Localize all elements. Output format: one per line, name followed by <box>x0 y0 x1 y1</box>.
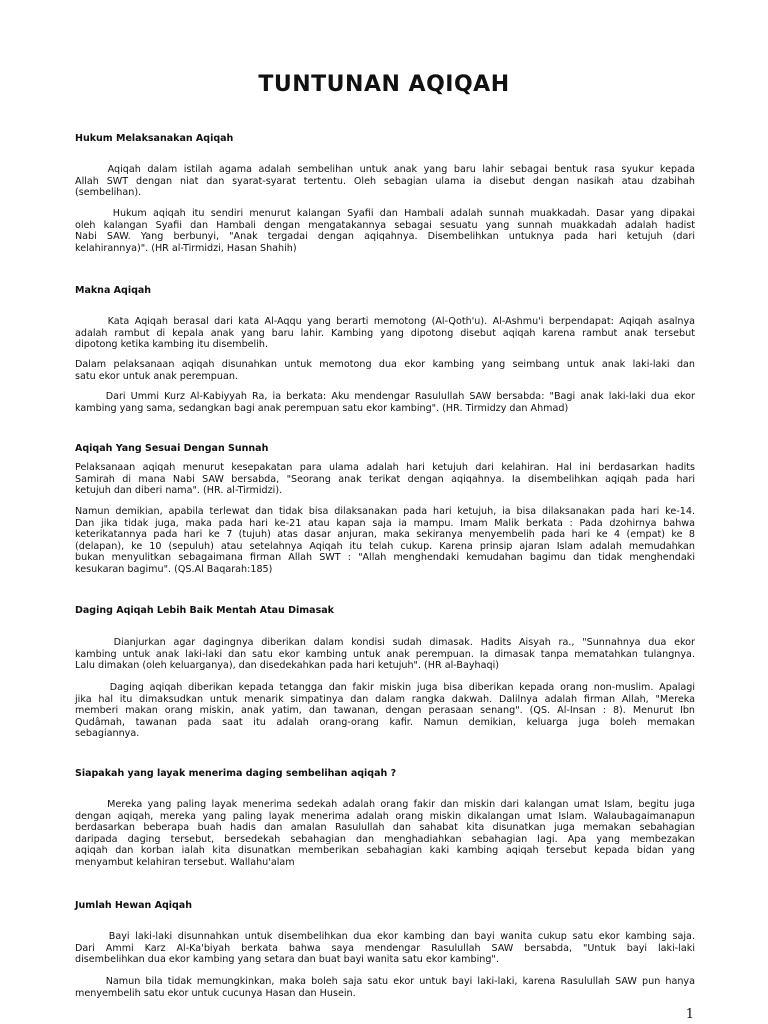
text-line: Dari Ummi Kurz Al-Kabiyyah Ra, ia berkata: Aku mendengar Rasulullah SAW bersabda: "Bagi anak laki-laki dua ekor <box>75 391 695 402</box>
text-line: kesukaran bagimu". (QS.Al Baqarah:185) <box>75 563 273 575</box>
text-line: adalah rambut di kepala anak yang baru lahir. Kambing yang dipotong disebut aqiqah karena rambut anak tersebut <box>75 327 695 339</box>
text-line: Nabi SAW. Yang berbunyi, "Anak tergadai dengan aqiqahnya. Disembelihkan untuknya pada hari ketujuh (dari <box>75 231 695 242</box>
text-line: menyembelih satu ekor untuk cucunya Hasan dan Husein. <box>75 987 356 999</box>
text-line: keterikatannya pada hari ke 7 (tujuh) atas dasar anjuran, maka sekiranya menyembelih pada hari ke 4 (empat) ke 8 <box>75 529 695 540</box>
paragraph <box>75 316 695 351</box>
paragraph <box>75 506 695 575</box>
paragraph <box>75 637 695 672</box>
text-line: Namun bila tidak memungkinkan, maka boleh saja satu ekor untuk bayi laki-laki, karena Rasulullah SAW pun hanya <box>75 976 695 987</box>
section-heading-sunnah: Aqiqah Yang Sesuai Dengan Sunnah <box>75 443 269 454</box>
text-line: sebagiannya. <box>75 728 140 739</box>
text-line: (sembelihan). <box>75 187 142 198</box>
text-line: Hukum aqiqah itu sendiri menurut kalangan Syafii dan Hambali adalah sunnah muakkadah. Dasar yang dipakai <box>75 208 695 219</box>
text-line: Namun demikian, apabila terlewat dan tidak bisa dilaksanakan pada hari ketujuh, ia bisa dilaksanakan pada hari ke-14. <box>75 506 695 517</box>
text-line: kambing untuk anak laki-laki dan satu ekor kambing untuk anak perempuan. Ia dimasak tanpa mematahkan tulangnya. <box>75 648 695 660</box>
text-line: Lalu dimakan (oleh keluarganya), dan disedekahkan pada hari ketujuh". (HR al-Bayhaqi) <box>75 660 499 671</box>
text-line: disembelihkan dua ekor kambing yang setara dan buat bayi wanita satu ekor kambing". <box>75 954 499 965</box>
text-line: aqiqah dan korban ialah kita disunatkan memberikan sebahagian kaki kambing aqiqah tersebut kepada bidan yang <box>75 845 695 856</box>
paragraph <box>75 391 695 414</box>
text-line: memberi makan orang miskin, anak yatim, dan tawanan, dengan perasaan senang". (QS. Al-Insan : 8). Menurut Ibn <box>75 705 695 716</box>
section-heading-hukum: Hukum Melaksanakan Aqiqah <box>75 133 234 144</box>
text-line: oleh kalangan Syafii dan Hambali dengan mengatakannya sebagai sesuatu yang sunnah muakkadah adalah hadist <box>75 219 695 231</box>
text-line: bukan menyulitkan sebagaimana firman Allah SWT : "Allah menghendaki kemudahan bagimu dan tidak menghendaki <box>75 552 695 563</box>
text-line: satu ekor untuk anak perempuan. <box>75 370 238 382</box>
text-line: Dalam pelaksanaan aqiqah disunahkan untuk memotong dua ekor kambing yang seimbang untuk anak laki-laki dan <box>75 359 695 370</box>
section-heading-daging: Daging Aqiqah Lebih Baik Mentah Atau Dimasak <box>75 605 334 616</box>
text-line: Dianjurkan agar dagingnya diberikan dalam kondisi sudah dimasak. Hadits Aisyah ra., "Sunnahnya dua ekor <box>75 637 695 648</box>
text-line: Kata Aqiqah berasal dari kata Al-Aqqu yang berarti memotong (Al-Qoth'u). Al-Ashmu'i berpendapat: Aqiqah asalnya <box>75 316 695 327</box>
paragraph <box>75 976 695 999</box>
text-line: Mereka yang paling layak menerima sedekah adalah orang fakir dan miskin dari kalangan umat Islam, begitu juga <box>75 799 695 810</box>
text-line: Dari Ammi Karz Al-Ka'biyah berkata bahwa saya mendengar Rasulullah SAW bersabda, "Untuk bayi laki-laki <box>75 942 695 954</box>
paragraph <box>75 682 695 740</box>
section-heading-makna: Makna Aqiqah <box>75 285 152 296</box>
section-heading-siapakah: Siapakah yang layak menerima daging sembelihan aqiqah ? <box>75 768 397 779</box>
paragraph <box>75 359 695 382</box>
text-line: (delapan), ke 10 (sepuluh) atau setelahnya Aqiqah itu telah cukup. Karena prinsip ajaran Islam adalah memudahkan <box>75 540 695 552</box>
text-line: Samirah di mana Nabi SAW bersabda, "Seorang anak terikat dengan aqiqahnya. Ia disembelihkan aqiqah pada hari <box>75 473 695 485</box>
text-line: Allah SWT dengan niat dan syarat-syarat tertentu. Oleh sebagian ulama ia disebut dengan nasikah atau dzabihah <box>75 175 695 187</box>
paragraph <box>75 208 695 254</box>
text-line: Aqiqah dalam istilah agama adalah sembelihan untuk anak yang baru lahir sebagai bentuk rasa syukur kepada <box>75 164 695 175</box>
section-heading-jumlah: Jumlah Hewan Aqiqah <box>75 900 192 911</box>
paragraph <box>75 799 695 868</box>
text-line: dengan aqiqah, mereka yang paling layak menerima adalah orang miskin dikalangan umat Islam. Walaubagaimanapun <box>75 810 695 822</box>
text-line: Qudâmah, tawanan pada saat itu adalah orang-orang kafir. Namun demikian, keluarga juga boleh memakan <box>75 716 695 728</box>
text-line: berdasarkan beberapa buah hadis dan amalan Rasulullah dan sahabat kita disunatkan juga memakan sebahagian <box>75 822 695 833</box>
text-line: Daging aqiqah diberikan kepada tetangga dan fakir miskin juga bisa diberikan kepada orang non-muslim. Apalagi <box>75 682 695 693</box>
paragraph <box>75 164 695 199</box>
page-title: TUNTUNAN AQIQAH <box>258 72 510 97</box>
text-line: kelahirannya)". (HR al-Tirmidzi, Hasan Shahih) <box>75 242 297 254</box>
text-line: Pelaksanaan aqiqah menurut kesepakatan para ulama adalah hari ketujuh dari kelahiran. Hal ini berdasarkan hadits <box>75 462 695 473</box>
text-line: Dan jika tidak juga, maka pada hari ke-21 atau kapan saja ia mampu. Imam Malik berkata : Pada dzohirnya bahwa <box>75 517 695 529</box>
text-line: kambing yang sama, sedangkan bagi anak perempuan satu ekor kambing". (HR. Tirmidzy dan Ahmad) <box>75 402 569 414</box>
paragraph <box>75 931 695 966</box>
text-line: ketujuh dan diberi nama". (HR. al-Tirmidzi). <box>75 485 283 496</box>
text-line: jika hal itu dimaksudkan untuk menarik simpatinya dan dalam rangka dakwah. Dalilnya adalah firman Allah, "Mereka <box>75 693 695 705</box>
page-number: 1 <box>685 1007 694 1022</box>
text-line: Bayi laki-laki disunnahkan untuk disembelihkan dua ekor kambing dan bayi wanita cukup satu ekor kambing saja. <box>75 931 695 942</box>
text-line: menyambut kelahiran tersebut. Wallahu'alam <box>75 856 295 868</box>
text-line: daripada daging tersebut, bersedekah sebahagian dan menghadiahkan sebahagian lagi. Apa yang membezakan <box>75 833 695 845</box>
text-line: dipotong ketika kambing itu disembelih. <box>75 339 269 350</box>
paragraph <box>75 462 695 497</box>
